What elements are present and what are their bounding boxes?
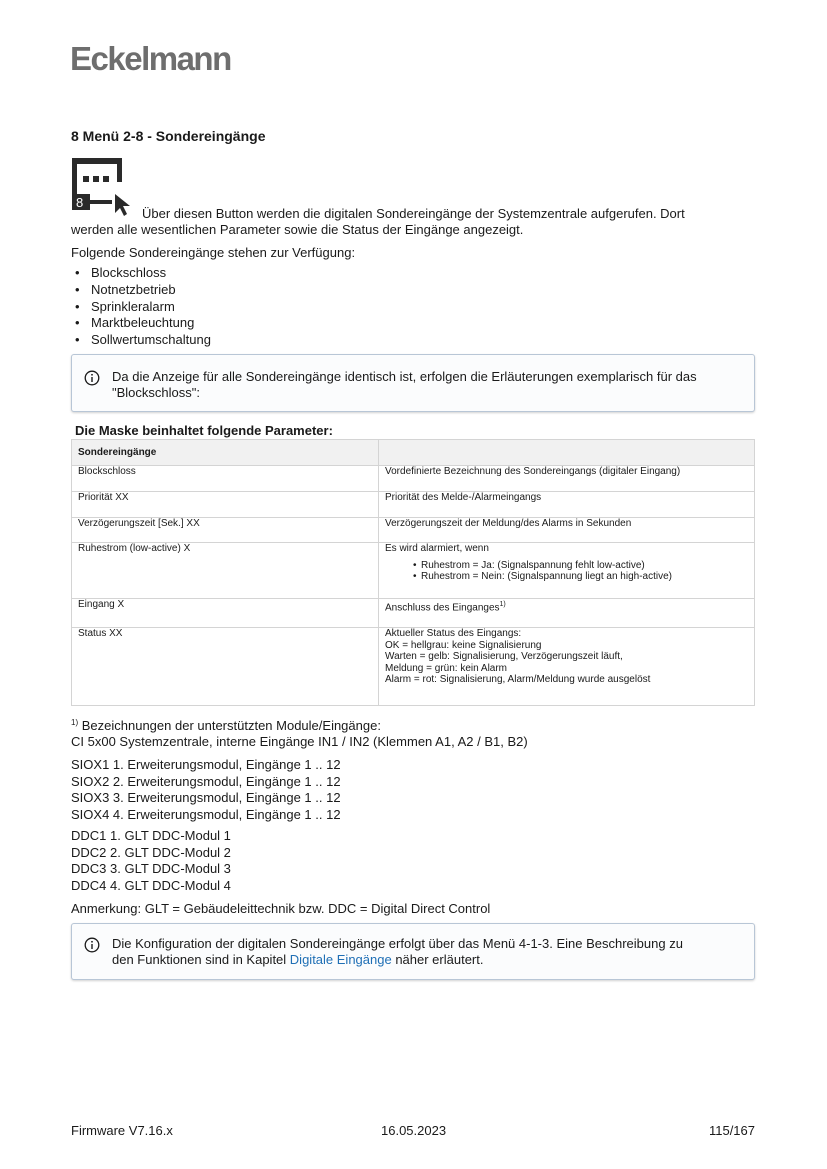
status-line: Warten = gelb: Signalisierung, Verzögerungszeit läuft, <box>385 651 623 663</box>
info-note <box>71 354 755 412</box>
note-line-1: Da die Anzeige für alle Sondereingänge identisch ist, erfolgen die Erläuterungen exemplarisch für das <box>112 369 697 384</box>
footnote-line-2: CI 5x00 Systemzentrale, interne Eingänge IN1 / IN2 (Klemmen A1, A2 / B1, B2) <box>71 734 528 749</box>
footer-date: 16.05.2023 <box>381 1123 447 1138</box>
status-line: OK = hellgrau: keine Signalisierung <box>385 639 542 651</box>
list-item: • Marktbeleuchtung <box>71 315 211 332</box>
desc-text: Anschluss des Einganges <box>385 602 500 614</box>
param-cell: Verzögerungszeit [Sek.] XX <box>72 518 379 543</box>
footer-page-number: 115/167 <box>708 1123 755 1138</box>
status-line: Meldung = grün: kein Alarm <box>385 662 508 674</box>
intro-paragraph <box>71 206 761 238</box>
siox-list <box>71 757 341 823</box>
menu-button-number: 8 <box>76 195 84 210</box>
footnote-marker: 1) <box>71 718 79 727</box>
note-line-2 <box>112 952 740 968</box>
footnote-line-1: Bezeichnungen der unterstützten Module/Eingänge: <box>78 718 381 733</box>
table-caption: Die Maske beinhaltet folgende Parameter: <box>75 423 333 438</box>
footnote-marker: 1) <box>499 601 506 608</box>
desc-text: Es wird alarmiert, wenn <box>385 543 489 554</box>
list-lead: Folgende Sondereingänge stehen zur Verfügung: <box>71 245 356 260</box>
sub-list-item: • Ruhestrom = Nein: (Signalspannung liegt an high-active) <box>385 571 748 583</box>
table-header-row <box>72 440 755 466</box>
param-cell: Eingang X <box>72 599 379 628</box>
param-cell: Priorität XX <box>72 492 379 518</box>
list-item: DDC2 2. GLT DDC-Modul 2 <box>71 844 231 860</box>
status-line: Alarm = rot: Signalisierung, Alarm/Meldung wurde ausgelöst <box>385 674 651 686</box>
parameter-table <box>71 439 755 706</box>
input-list <box>71 265 211 349</box>
list-item: SIOX2 2. Erweiterungsmodul, Eingänge 1 .. 12 <box>71 773 341 789</box>
table-row <box>72 518 755 543</box>
desc-cell: Priorität des Melde-/Alarmeingangs <box>379 492 755 518</box>
table-row <box>72 628 755 706</box>
remark: Anmerkung: GLT = Gebäudeleittechnik bzw. DDC = Digital Direct Control <box>71 901 491 916</box>
intro-line-2: werden alle wesentlichen Parameter sowie die Status der Eingänge angezeigt. <box>71 222 524 237</box>
note-line-1: Die Konfiguration der digitalen Sondereingänge erfolgt über das Menü 4-1-3. Eine Beschreibung zu <box>112 936 683 951</box>
info-icon <box>84 937 100 953</box>
desc-cell: Vordefinierte Bezeichnung des Sondereingangs (digitaler Eingang) <box>379 466 755 492</box>
footer-firmware: Firmware V7.16.x <box>71 1123 173 1138</box>
note-text: den Funktionen sind in Kapitel <box>112 952 290 967</box>
table-row <box>72 466 755 492</box>
intro-line-1: Über diesen Button werden die digitalen Sondereingänge der Systemzentrale aufgerufen. Dort <box>142 206 685 221</box>
list-item: DDC1 1. GLT DDC-Modul 1 <box>71 828 231 843</box>
ddc-list <box>71 828 231 894</box>
desc-cell: Verzögerungszeit der Meldung/des Alarms in Sekunden <box>379 518 755 543</box>
param-cell: Status XX <box>72 628 379 706</box>
desc-cell <box>379 628 755 706</box>
sub-list-item: • Ruhestrom = Ja: (Signalspannung fehlt low-active) <box>385 560 748 572</box>
list-item: • Sprinkleralarm <box>71 299 211 316</box>
note-line-2: "Blockschloss": <box>112 385 200 400</box>
list-item: SIOX1 1. Erweiterungsmodul, Eingänge 1 .. 12 <box>71 757 341 772</box>
list-item: SIOX3 3. Erweiterungsmodul, Eingänge 1 .. 12 <box>71 790 341 805</box>
footnote <box>71 715 528 750</box>
section-heading: 8 Menü 2-8 - Sondereingänge <box>71 128 266 144</box>
table-header-cell: Sondereingänge <box>72 440 379 466</box>
table-row <box>72 599 755 628</box>
info-note <box>71 923 755 980</box>
desc-text: Aktueller Status des Eingangs: <box>385 628 522 639</box>
param-cell: Ruhestrom (low-active) X <box>72 543 379 599</box>
list-item: SIOX4 4. Erweiterungsmodul, Eingänge 1 .. 12 <box>71 806 341 822</box>
table-row <box>72 543 755 599</box>
desc-cell <box>379 543 755 599</box>
table-row <box>72 492 755 518</box>
desc-cell <box>379 599 755 628</box>
note-text: näher erläutert. <box>391 952 484 967</box>
list-item: DDC3 3. GLT DDC-Modul 3 <box>71 861 231 876</box>
list-item: DDC4 4. GLT DDC-Modul 4 <box>71 877 231 893</box>
param-cell: Blockschloss <box>72 466 379 492</box>
table-header-cell-empty <box>379 440 755 466</box>
digitale-eingaenge-link[interactable]: Digitale Eingänge <box>289 952 392 967</box>
list-item: • Blockschloss <box>71 265 211 282</box>
list-item: • Sollwertumschaltung <box>71 332 211 349</box>
eckelmann-logo: Eckelmann <box>70 40 231 77</box>
list-item: • Notnetzbetrieb <box>71 282 211 299</box>
info-icon <box>84 370 100 386</box>
